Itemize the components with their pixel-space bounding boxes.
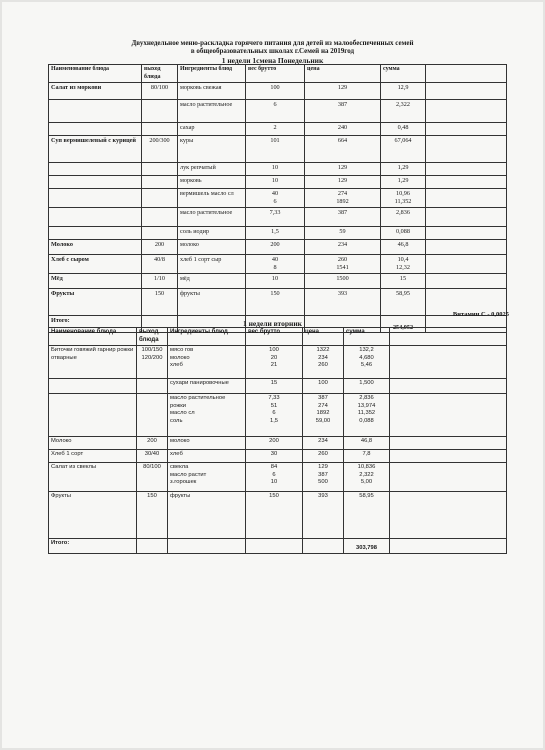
dish-name: Биточки говяжий гарнир рожки отварные <box>49 346 137 379</box>
price: 1322 234 260 <box>303 346 344 379</box>
weight-gross: 100 <box>246 83 305 100</box>
dish-name: Фрукты <box>49 492 137 539</box>
weight-gross: 7,33 <box>246 208 305 227</box>
document-title-line-1: Двухнедельное меню-раскладка горячего питания для детей из малообеспеченных семей <box>131 39 414 47</box>
sum: 10,836 2,322 5,00 <box>344 463 390 492</box>
blank-cell <box>390 463 507 492</box>
dish-output: 200 <box>142 240 178 255</box>
day1-header-blank <box>426 65 507 83</box>
weight-gross: 200 <box>246 240 305 255</box>
sum: 15 <box>381 274 426 289</box>
dish-output <box>142 176 178 189</box>
sum: 1,29 <box>381 176 426 189</box>
day2-total-row <box>49 539 507 554</box>
table-row <box>49 463 507 492</box>
table-row <box>49 227 507 240</box>
blank-cell <box>426 189 507 208</box>
day1-header-row <box>49 65 507 83</box>
day1-header-col-dish: Наименование блюда <box>49 65 142 83</box>
table-row <box>49 163 507 176</box>
blank-cell <box>390 539 507 554</box>
day1-header-col-ingredients: Ингредиенты блюд <box>178 65 246 83</box>
ingredient: хлеб <box>168 450 246 463</box>
weight-gross: 2 <box>246 123 305 136</box>
dish-name <box>49 227 142 240</box>
dish-output <box>137 379 168 394</box>
weight-gross: 84 6 10 <box>246 463 303 492</box>
weight-gross: 1,5 <box>246 227 305 240</box>
price: 129 387 500 <box>303 463 344 492</box>
price: 274 1892 <box>305 189 381 208</box>
blank-cell <box>390 450 507 463</box>
dish-output: 30/40 <box>137 450 168 463</box>
price: 240 <box>305 123 381 136</box>
blank-cell <box>390 492 507 539</box>
table-row <box>49 379 507 394</box>
day1-header-col-price: цена <box>305 65 381 83</box>
ingredient: сахар <box>178 123 246 136</box>
day2-header-row <box>49 328 507 346</box>
price: 129 <box>305 163 381 176</box>
day2-header-col-dish: Наименование блюда <box>49 328 137 346</box>
price: 387 274 1892 59,00 <box>303 394 344 437</box>
dish-output <box>142 123 178 136</box>
dish-name <box>49 189 142 208</box>
table-row <box>49 189 507 208</box>
day1-subtitle: 1 недели 1смена Понедельник <box>221 56 324 65</box>
day1-header-col-sum: сумма <box>381 65 426 83</box>
total-label: Итого: <box>49 539 137 554</box>
price: 387 <box>305 100 381 123</box>
table-row <box>49 136 507 163</box>
dish-name <box>49 163 142 176</box>
blank-cell <box>426 163 507 176</box>
dish-name: Салат из свеклы <box>49 463 137 492</box>
total-label: Итого: <box>49 316 142 333</box>
weight-gross: 101 <box>246 136 305 163</box>
day1-header-col-output: выход блюда <box>142 65 178 83</box>
dish-output: 150 <box>142 289 178 316</box>
sum: 7,8 <box>344 450 390 463</box>
day2-subtitle: 1 недели вторник <box>242 319 303 328</box>
dish-name <box>49 100 142 123</box>
price: 393 <box>303 492 344 539</box>
weight-gross: 40 6 <box>246 189 305 208</box>
ingredient: морковь <box>178 176 246 189</box>
table-row <box>49 450 507 463</box>
sum: 2,836 <box>381 208 426 227</box>
table-row <box>49 100 507 123</box>
dish-output: 80/100 <box>142 83 178 100</box>
dish-output <box>137 394 168 437</box>
dish-output: 100/150 120/200 <box>137 346 168 379</box>
blank-cell <box>426 136 507 163</box>
price: 1500 <box>305 274 381 289</box>
table-row <box>49 208 507 227</box>
blank-cell <box>426 123 507 136</box>
blank-cell <box>390 394 507 437</box>
dish-name <box>49 123 142 136</box>
ingredient: сухари панировочные <box>168 379 246 394</box>
sum: 0,088 <box>381 227 426 240</box>
price: 664 <box>305 136 381 163</box>
dish-output: 200/300 <box>142 136 178 163</box>
ingredient: куры <box>178 136 246 163</box>
day2-header-col-weight: вес брутто <box>246 328 303 346</box>
weight-gross: 10 <box>246 176 305 189</box>
blank-cell <box>246 539 303 554</box>
ingredient: масло растительное рожки масло сл соль <box>168 394 246 437</box>
sum: 1,29 <box>381 163 426 176</box>
ingredient: масло растительное <box>178 100 246 123</box>
price: 129 <box>305 176 381 189</box>
sum: 46,8 <box>381 240 426 255</box>
table-row <box>49 83 507 100</box>
blank-cell <box>426 240 507 255</box>
price: 234 <box>303 437 344 450</box>
day1-menu-table <box>48 64 507 333</box>
sum: 10,96 11,352 <box>381 189 426 208</box>
sum: 58,95 <box>381 289 426 316</box>
price: 100 <box>303 379 344 394</box>
table-row <box>49 123 507 136</box>
dish-output: 40/8 <box>142 255 178 274</box>
sum: 46,8 <box>344 437 390 450</box>
ingredient: хлеб 1 сорт сыр <box>178 255 246 274</box>
sum: 67,064 <box>381 136 426 163</box>
day2-header-blank <box>390 328 507 346</box>
weight-gross: 40 8 <box>246 255 305 274</box>
weight-gross: 15 <box>246 379 303 394</box>
blank-cell <box>426 255 507 274</box>
table-row <box>49 255 507 274</box>
price: 393 <box>305 289 381 316</box>
total-sum: 303,798 <box>344 539 390 554</box>
day2-header-col-sum: сумма <box>344 328 390 346</box>
blank-cell <box>426 274 507 289</box>
sum: 1,500 <box>344 379 390 394</box>
dish-output <box>142 227 178 240</box>
ingredient: лук репчатый <box>178 163 246 176</box>
dish-name: Молоко <box>49 437 137 450</box>
table-row <box>49 289 507 316</box>
ingredient: соль иодир <box>178 227 246 240</box>
dish-output: 200 <box>137 437 168 450</box>
dish-name <box>49 176 142 189</box>
weight-gross: 150 <box>246 492 303 539</box>
sum: 2,836 13,974 11,352 0,088 <box>344 394 390 437</box>
blank-cell <box>390 346 507 379</box>
blank-cell <box>426 227 507 240</box>
dish-name <box>49 394 137 437</box>
table-row <box>49 437 507 450</box>
table-row <box>49 492 507 539</box>
ingredient: мясо гов молоко хлеб <box>168 346 246 379</box>
price: 234 <box>305 240 381 255</box>
blank-cell <box>390 437 507 450</box>
blank-cell <box>137 539 168 554</box>
sum: 12,9 <box>381 83 426 100</box>
dish-name: Суп вермишелевый с курицей <box>49 136 142 163</box>
price: 59 <box>305 227 381 240</box>
price: 387 <box>305 208 381 227</box>
blank-cell <box>426 100 507 123</box>
ingredient: морковь свежая <box>178 83 246 100</box>
dish-name: Салат из моркови <box>49 83 142 100</box>
blank-cell <box>426 83 507 100</box>
weight-gross: 10 <box>246 274 305 289</box>
dish-name: Молоко <box>49 240 142 255</box>
weight-gross: 10 <box>246 163 305 176</box>
blank-cell <box>390 379 507 394</box>
table-row <box>49 240 507 255</box>
dish-name: Фрукты <box>49 289 142 316</box>
day1-header-col-weight: вес брутто <box>246 65 305 83</box>
ingredient: вермишель масло сл <box>178 189 246 208</box>
blank-cell <box>426 176 507 189</box>
sum: 0,48 <box>381 123 426 136</box>
dish-output: 1/10 <box>142 274 178 289</box>
table-row <box>49 346 507 379</box>
weight-gross: 30 <box>246 450 303 463</box>
day2-header-col-ingredients: Ингредиенты блюд <box>168 328 246 346</box>
day2-header-col-output: выход блюда <box>137 328 168 346</box>
weight-gross: 200 <box>246 437 303 450</box>
price: 260 1541 <box>305 255 381 274</box>
dish-name <box>49 208 142 227</box>
sum: 10,4 12,32 <box>381 255 426 274</box>
dish-output <box>142 163 178 176</box>
ingredient: молоко <box>178 240 246 255</box>
dish-name: Хлеб с сыром <box>49 255 142 274</box>
blank-cell <box>426 208 507 227</box>
dish-name: Хлеб 1 сорт <box>49 450 137 463</box>
dish-output <box>142 100 178 123</box>
dish-output <box>142 208 178 227</box>
table-row <box>49 274 507 289</box>
price: 129 <box>305 83 381 100</box>
ingredient: масло растительное <box>178 208 246 227</box>
dish-name: Мёд <box>49 274 142 289</box>
ingredient: молоко <box>168 437 246 450</box>
blank-cell <box>168 539 246 554</box>
ingredient: фрукты <box>178 289 246 316</box>
dish-output: 80/100 <box>137 463 168 492</box>
sum: 2,322 <box>381 100 426 123</box>
total-sum: 254,052 <box>381 316 426 333</box>
dish-output <box>142 189 178 208</box>
weight-gross: 7,33 51 6 1,5 <box>246 394 303 437</box>
weight-gross: 6 <box>246 100 305 123</box>
vitamin-note: Витамин С - 0,0025 <box>452 311 509 318</box>
document-title-line-2: в общеобразовательных школах г.Семей на 2019год <box>190 47 355 55</box>
weight-gross: 150 <box>246 289 305 316</box>
day2-menu-table <box>48 327 507 554</box>
sum: 132,2 4,680 5,46 <box>344 346 390 379</box>
sum: 58,95 <box>344 492 390 539</box>
table-row <box>49 394 507 437</box>
ingredient: фрукты <box>168 492 246 539</box>
day2-header-col-price: цена <box>303 328 344 346</box>
dish-name <box>49 379 137 394</box>
dish-output: 150 <box>137 492 168 539</box>
weight-gross: 100 20 21 <box>246 346 303 379</box>
price: 260 <box>303 450 344 463</box>
table-row <box>49 176 507 189</box>
blank-cell <box>303 539 344 554</box>
ingredient: свекла масло растит з.горошек <box>168 463 246 492</box>
ingredient: мёд <box>178 274 246 289</box>
